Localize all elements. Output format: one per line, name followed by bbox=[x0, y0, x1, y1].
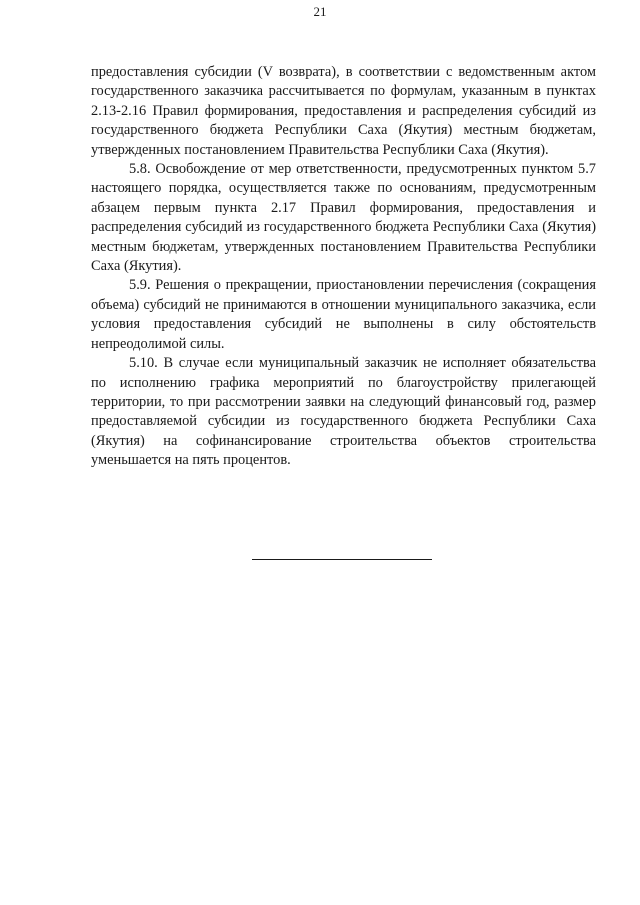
page-number: 21 bbox=[313, 4, 327, 19]
document-body bbox=[91, 63, 596, 471]
paragraph-5-8: 5.8. Освобождение от мер ответственности, предусмотренных пунктом 5.7 настоящего порядка, осуществляется также по основаниям, предусмотренным абзацем первым пункта 2.17 Правил формирования, предоставления и распределения субсидий из государственного бюджета Республики Саха (Якутия) местным бюджетам, утвержденных постановлением Правительства Республики Саха (Якутия). bbox=[91, 161, 596, 275]
paragraph-5-10: 5.10. В случае если муниципальный заказчик не исполняет обязательства по исполнению графика мероприятий по благоустройству прилегающей территории, то при рассмотрении заявки на следующий финансовый год, размер предоставляемой субсидии из государственного бюджета Республики Саха (Якутия) на софинансирование строительства объектов строительства уменьшается на пять процентов. bbox=[91, 355, 596, 469]
end-of-document-line bbox=[252, 559, 432, 560]
paragraph-5-9: 5.9. Решения о прекращении, приостановлении перечисления (сокращения объема) субсидий не принимаются в отношении муниципального заказчика, если условия предоставления субсидий не выполнены в силу обстоятельств непреодолимой силы. bbox=[91, 277, 596, 352]
paragraph-continuation: предоставления субсидии (V возврата), в соответствии с ведомственным актом государственного заказчика рассчитывается по формулам, указанным в пунктах 2.13-2.16 Правил формирования, предоставления и распределения субсидий из государственного бюджета Республики Саха (Якутия) местным бюджетам, утвержденных постановлением Правительства Республики Саха (Якутия). bbox=[91, 64, 596, 158]
